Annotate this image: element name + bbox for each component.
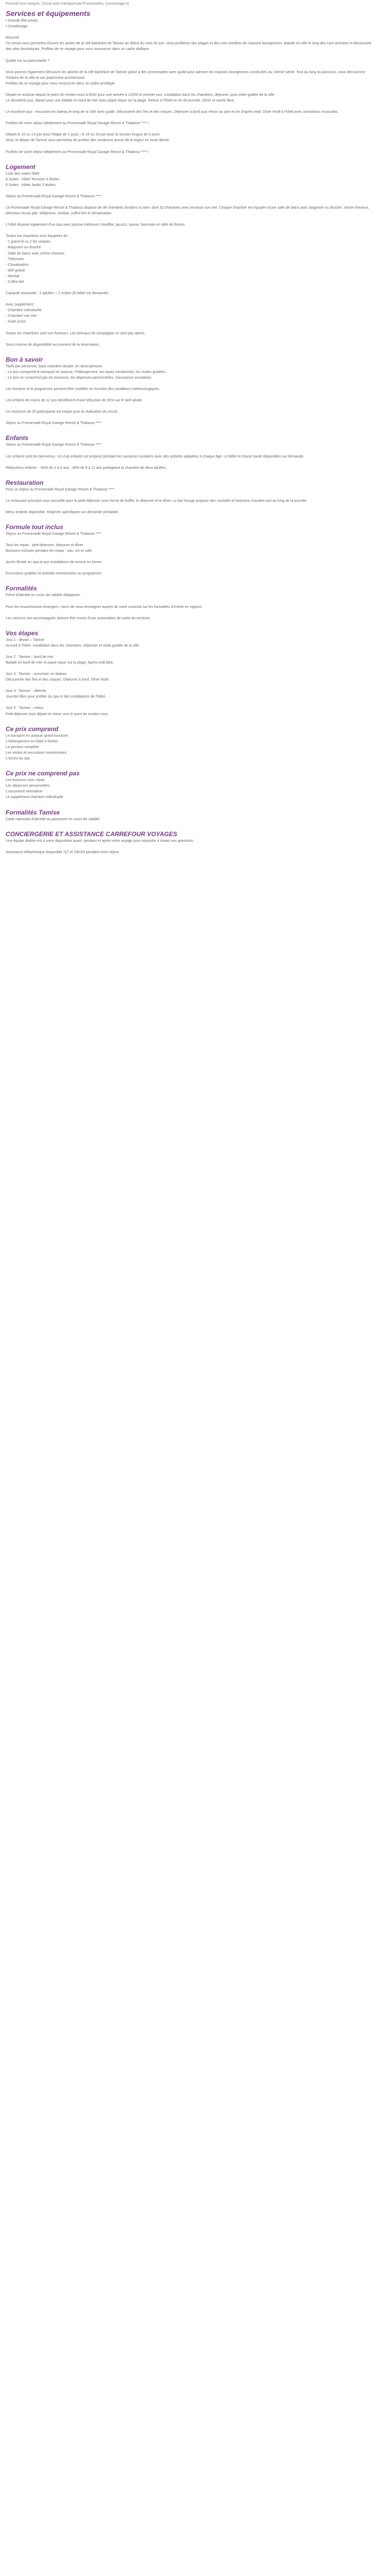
spacer xyxy=(6,717,374,723)
spacer xyxy=(6,392,374,398)
paragraph: Excursions guidées et activités mentionnées au programme. xyxy=(6,572,103,576)
paragraph: Un minimum de 20 participants est requis pour la réalisation du circuit. xyxy=(6,410,118,414)
paragraph: La pension complète xyxy=(6,745,39,749)
section-6 xyxy=(6,582,374,626)
paragraph: - Suite junior xyxy=(6,320,26,324)
content-sections xyxy=(6,7,374,861)
spacer xyxy=(6,115,374,121)
paragraph: L'assurance annulation xyxy=(6,790,43,794)
paragraph: Ce circuit vous permettra d'ouvrir les portes de la cité balnéaire de Tamise au début du mois de juin. Vous profiterez des plages et des rues bordées de maisons bourgeoises. Balade en ville le long des rues animées et découverte des sites touristiques. Profitez de ce voyage pour vous ressourcer dans un cadre idyllique. xyxy=(6,42,371,52)
spacer xyxy=(6,403,374,409)
spacer xyxy=(6,537,374,543)
spacer xyxy=(6,621,374,627)
paragraph: Accueil à l'hôtel. Installation dans les chambres. Déjeuner et visite guidée de la ville. xyxy=(6,643,140,648)
paragraph: L'hébergement en hôtel 4 étoiles xyxy=(6,739,58,743)
section-1 xyxy=(6,161,374,353)
spacer xyxy=(6,493,374,498)
paragraph: Pour les ressortissants étrangers, merci de vous renseigner auprès de votre consulat sur les formalités d'entrée en vigueur. xyxy=(6,605,203,609)
section-title: Ce prix comprend xyxy=(6,725,59,733)
intro-text: Formule tout compris, Circuit avec transport par Promenades, Covoiturage et xyxy=(6,2,129,6)
paragraph: Le deuxième jour, départ pour une balade en bord de mer avec pique-nique sur la plage. Retour à l'hôtel en fin de journée. Dîner et soirée libre. xyxy=(6,99,235,103)
spacer xyxy=(6,599,374,604)
section-title: Bon à savoir xyxy=(6,355,43,363)
section-3 xyxy=(6,432,374,476)
section-title: Vos étapes xyxy=(6,629,38,637)
paragraph: - Coffre-fort xyxy=(6,280,24,284)
paragraph: - Wifi gratuit xyxy=(6,268,25,273)
spacer xyxy=(6,87,374,92)
spacer xyxy=(6,285,374,291)
paragraph: Les enfants de moins de 12 ans bénéficient d'une réduction de 30% sur le tarif adulte. xyxy=(6,399,143,403)
paragraph: Jour 4 : Tamise – détente xyxy=(6,689,46,693)
paragraph: - Le prix comprend le transport en autocar, l'hébergement, les repas mentionnés, les visites guidées. xyxy=(6,370,167,374)
paragraph: L'hôtel dispose également d'un spa avec piscine intérieure chauffée, jacuzzi, sauna, hammam et salle de fitness. xyxy=(6,223,186,227)
paragraph: L'accès au spa xyxy=(6,757,30,761)
paragraph: Les boissons hors repas xyxy=(6,778,45,783)
paragraph: Jour 3 : Tamise – excursion en bateau xyxy=(6,672,67,676)
paragraph: Découverte des îles et des criques. Déjeuner à bord. Dîner festif. xyxy=(6,678,110,682)
spacer xyxy=(6,761,374,767)
section-9 xyxy=(6,767,374,806)
paragraph: Les mineurs non accompagnés doivent être munis d'une autorisation de sortie du territoire. xyxy=(6,616,151,620)
paragraph: Les dépenses personnelles xyxy=(6,784,50,788)
paragraph: Pièce d'identité en cours de validité obligatoire. xyxy=(6,594,81,598)
spacer xyxy=(6,228,374,233)
spacer xyxy=(6,515,374,521)
paragraph: - Chambre individuelle xyxy=(6,309,42,313)
spacer xyxy=(6,683,374,688)
paragraph: Capacité maximale : 2 adultes + 1 enfant (lit bébé sur demande) xyxy=(6,292,109,296)
paragraph: Départ le 10 ou 14 juin pour l'étape de 2 jours ; le 16 ou 18 juin pour la version longue de 5 jours. xyxy=(6,133,161,137)
spacer xyxy=(6,29,374,35)
spacer xyxy=(6,381,374,386)
section-title: Formalités Tamise xyxy=(6,808,60,816)
spacer xyxy=(6,554,374,560)
paragraph: Séjour au Promenade Royal Garage Resort & Thalasso **** xyxy=(6,532,102,536)
section-title: Logement xyxy=(6,163,36,171)
paragraph: Profitez de votre séjour idéalement au Promenade Royal Garage Resort & Thalasso **** ! xyxy=(6,122,149,126)
paragraph: Le troisième jour : excursion en bateau le long de la côte avec guide. Découverte des îles et des criques. Déjeuner à bord puis retour au port en fin d'après-midi. Dîner festif à l'hôtel avec animations musicales. xyxy=(6,110,339,114)
paragraph: Assistance téléphonique disponible 7j/7 et 24h/24 pendant votre séjour. xyxy=(6,850,120,854)
paragraph: Départ en autocar depuis le point de rendez-vous à 8h00 pour une arrivée à 12h00 le premier jour. Installation dans les chambres, déjeuner, puis visite guidée de la ville. xyxy=(6,93,275,97)
paragraph: • Covoiturage xyxy=(6,25,28,29)
paragraph: Résumé xyxy=(6,36,20,40)
spacer xyxy=(6,64,374,70)
spacer xyxy=(6,104,374,109)
section-title: Enfants xyxy=(6,434,29,442)
paragraph: Sous réserve de disponibilité au moment de la réservation. xyxy=(6,343,100,347)
paragraph: Séjour au Promenade Royal Garage Resort & Thalasso **** xyxy=(6,421,102,426)
paragraph: Les horaires et le programme peuvent être modifiés en fonction des conditions météorologiques. xyxy=(6,387,160,392)
paragraph: - Baignoire ou douche xyxy=(6,246,41,250)
paragraph: Tous les repas : petit-déjeuner, déjeuner et dîner. xyxy=(6,544,84,548)
paragraph: Ainsi, le départ de Tamise vous permettra de profiter des nombreux atouts de la région en toute liberté. xyxy=(6,139,170,143)
spacer xyxy=(6,460,374,465)
paragraph: - Climatisation xyxy=(6,263,29,267)
section-title: Formalités xyxy=(6,585,37,592)
section-title: CONCIERGERIE ET ASSISTANCE CARREFOUR VOYAGES xyxy=(6,830,177,838)
paragraph: Toutes les chambres sont équipées de : xyxy=(6,234,70,239)
section-11 xyxy=(6,828,374,861)
paragraph: - 1 grand lit ou 2 lits simples xyxy=(6,240,51,244)
paragraph: Petit-déjeuner puis départ et retour vers le point de rendez-vous. xyxy=(6,712,109,716)
paragraph: Boissons incluses pendant les repas : eau, vin et café. xyxy=(6,549,93,553)
section-8 xyxy=(6,723,374,767)
paragraph: Vous pourrez également découvrir les abords de la cité balnéaire de Tamise grâce à des promenades avec guide pour admirer les maisons bourgeoises construites au 19ème siècle. Tout au long du parcours, vous découvrirez l'histoire de la ville et son patrimoine architectural. xyxy=(6,70,366,80)
paragraph: Profitez de votre séjour idéalement au Promenade Royal Garage Resort & Thalasso **** ! xyxy=(6,150,149,154)
spacer xyxy=(6,471,374,477)
spacer xyxy=(6,348,374,353)
paragraph: Le restaurant principal vous accueille pour le petit-déjeuner sous forme de buffet, le déjeuner et le dîner. Le bar lounge propose des cocktails et boissons chaudes tout au long de la journée. xyxy=(6,499,307,503)
paragraph: Tarifs par personne, base chambre double, en demi-pension. xyxy=(6,364,103,368)
paragraph: 8 Suites : Hôtel Terrasse 4 étoiles xyxy=(6,177,60,181)
spacer xyxy=(6,822,374,828)
section-title: Restauration xyxy=(6,479,44,486)
spacer xyxy=(6,188,374,194)
spacer xyxy=(6,199,374,205)
section-5 xyxy=(6,521,374,582)
spacer xyxy=(6,53,374,58)
spacer xyxy=(6,666,374,671)
paragraph: Les enfants sont les bienvenus. Un club enfants est proposé pendant les vacances scolaires avec des activités adaptées à chaque âge. Lit bébé et chaise haute disponibles sur demande. xyxy=(6,454,304,459)
paragraph: Carte nationale d'identité ou passeport en cours de validité. xyxy=(6,817,101,821)
paragraph: Balade en bord de mer et pique-nique sur la plage. Après-midi libre. xyxy=(6,661,114,665)
section-7 xyxy=(6,627,374,723)
spacer xyxy=(6,801,374,806)
spacer xyxy=(6,126,374,132)
section-10 xyxy=(6,806,374,828)
paragraph: Séjour au Promenade Royal Garage Resort & Thalasso **** xyxy=(6,443,102,447)
spacer xyxy=(6,504,374,510)
paragraph: Le supplément chambre individuelle xyxy=(6,795,63,800)
paragraph: Quelle est sa particularité ? xyxy=(6,59,50,63)
paragraph: Pour ce séjour au Promenade Royal Garage Resort & Thalasso **** : xyxy=(6,487,117,492)
paragraph: - Salle de bains avec sèche-cheveux xyxy=(6,251,65,256)
section-title: Ce prix ne comprend pas xyxy=(6,770,80,777)
section-title: Formule tout inclus xyxy=(6,523,63,531)
spacer xyxy=(6,296,374,302)
paragraph: - Télévision xyxy=(6,257,24,261)
paragraph: Une équipe dédiée est à votre disposition avant, pendant et après votre voyage pour répondre à toutes vos questions. xyxy=(6,839,194,843)
paragraph: Séjour au Promenade Royal Garage Resort & Thalasso **** xyxy=(6,194,102,198)
section-title: Services et équipements xyxy=(6,9,91,18)
paragraph: Jour 5 : Tamise – retour xyxy=(6,706,44,710)
spacer xyxy=(6,649,374,654)
spacer xyxy=(6,415,374,420)
spacer xyxy=(6,844,374,850)
paragraph: Jour 1 : départ – Tamise xyxy=(6,638,44,642)
paragraph: • Grande fête privée xyxy=(6,19,38,23)
paragraph: Les visites et excursions mentionnées xyxy=(6,751,67,755)
paragraph: Profitez de ce voyage pour vous ressourcer dans un cadre privilégié. xyxy=(6,81,116,86)
spacer xyxy=(6,565,374,571)
paragraph: Le transport en autocar grand tourisme xyxy=(6,734,69,738)
spacer xyxy=(6,855,374,861)
paragraph: Réductions enfants : -50% de 2 à 5 ans, -30% de 6 à 11 ans partageant la chambre de deux adultes. xyxy=(6,466,167,470)
paragraph: Accès illimité au spa et aux installations de remise en forme. xyxy=(6,561,103,565)
paragraph: Journée libre pour profiter du spa et des installations de l'hôtel. xyxy=(6,695,106,699)
paragraph: Menu enfants disponible. Régimes spécifiques sur demande préalable. xyxy=(6,510,119,514)
spacer xyxy=(6,155,374,161)
spacer xyxy=(6,216,374,222)
spacer xyxy=(6,426,374,432)
paragraph: - Minibar xyxy=(6,274,20,278)
paragraph: Le Promenade Royal Garage Resort & Thalasso dispose de 98 chambres doubles ou twin, dont 32 chambres avec terrasse vue mer. Chaque chambre est équipée d'une salle de bains avec baignoire ou douche, sèche-cheveux, télévision écran plat, téléphone, minibar, coffre-fort et climatisation. xyxy=(6,206,369,216)
spacer xyxy=(6,336,374,342)
section-2 xyxy=(6,353,374,432)
paragraph: - Le prix ne comprend pas les boissons, les dépenses personnelles, l'assurance annulation. xyxy=(6,376,152,380)
spacer xyxy=(6,448,374,454)
spacer xyxy=(6,610,374,616)
paragraph: Toutes les chambres sont non-fumeurs. Les animaux de compagnie ne sont pas admis. xyxy=(6,331,145,335)
paragraph: 6 Suites : Hôtel Jardin 3 étoiles xyxy=(6,183,56,187)
section-4 xyxy=(6,477,374,521)
spacer xyxy=(6,144,374,149)
section-0 xyxy=(6,7,374,161)
paragraph: Avec supplément : xyxy=(6,303,36,307)
paragraph: - Chambre vue mer xyxy=(6,314,37,318)
spacer xyxy=(6,325,374,331)
paragraph: Jour 2 : Tamise – bord de mer xyxy=(6,655,54,659)
paragraph: Liste des suites hôtel xyxy=(6,172,40,176)
spacer xyxy=(6,700,374,705)
spacer xyxy=(6,577,374,582)
